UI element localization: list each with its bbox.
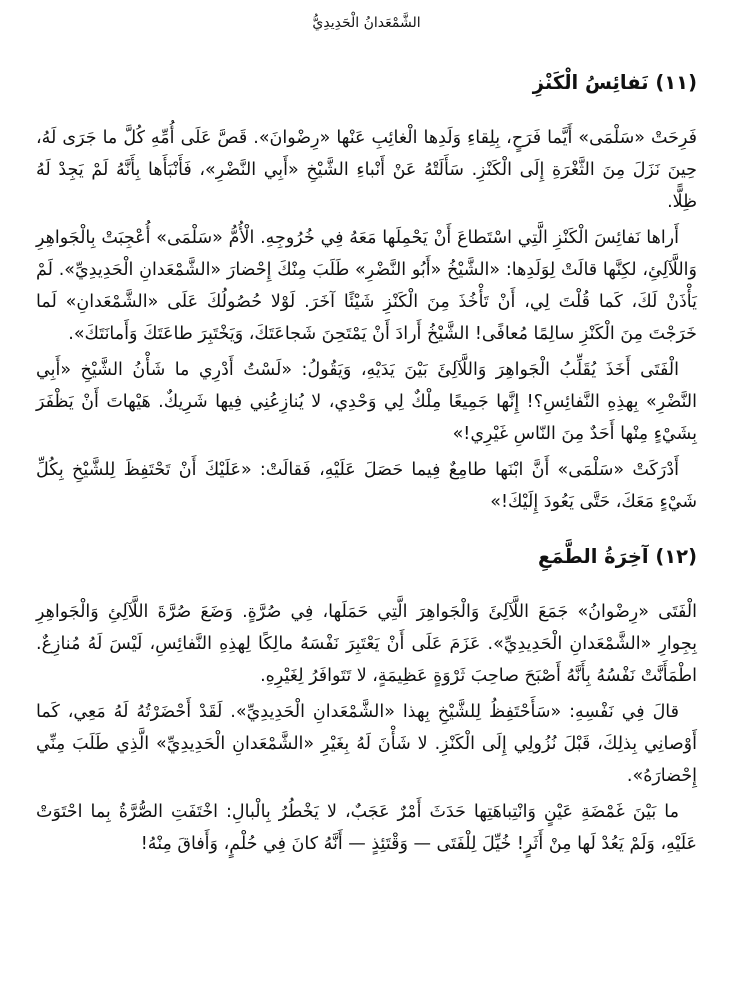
section-title-12: (١٢) آخِرَةُ الطَّمَعِ [538,545,697,568]
paragraph: أَراها نَفائِسَ الْكَنْزِ الَّتِي اسْتَطاعَ أَنْ يَحْمِلَها مَعَهُ فِي خُرُوجِهِ. الْأُمُّ «سَلْمَى» أُعْجِبَتْ بِالْجَواهِرِ وَاللَّآلِئِ، لكِنَّها قالَتْ لِوَلَدِها: «الشَّيْخُ «أَبُو النَّضْرِ» طَلَبَ مِنْكَ إِحْضارَ «الشَّمْعَدانِ الْحَدِيدِيِّ». لَمْ يَأْذَنْ لَكَ، كَما قُلْتَ لِي، أَنْ تَأْخُذَ مِنَ الْكَنْزِ شَيْئًا آخَرَ. لَوْلا حُصُولُكَ عَلَى «الشَّمْعَدانِ» لَما خَرَجْتَ مِنَ الْكَنْزِ سالِمًا مُعافًى! الشَّيْخُ أَرادَ أَنْ يَمْتَحِنَ شَجاعَتَكَ، وَيَخْتَبِرَ طاعَتَكَ وَأَمانَتَكَ». [36,228,697,344]
running-header: الشَّمْعَدانُ الْحَدِيدِيُّ [312,15,421,31]
paragraph: أَدْرَكَتْ «سَلْمَى» أَنَّ ابْنَها طامِعٌ فِيما حَصَلَ عَلَيْهِ، فَقالَتْ: «عَلَيْكَ أَنْ تَحْتَفِظَ لِلشَّيْخِ بِكُلِّ شَيْءٍ مَعَكَ، حَتَّى يَعُودَ إِلَيْكَ!» [36,460,697,512]
paragraph: الْفَتَى «رِضْوانُ» جَمَعَ اللَّآلِئَ وَالْجَواهِرَ الَّتِي حَمَلَها، فِي صُرَّةٍ. وَضَعَ صُرَّةَ اللَّآلِئِ وَالْجَواهِرِ بِجِوارِ «الشَّمْعَدانِ الْحَدِيدِيِّ». عَزَمَ عَلَى أَنْ يَعْتَبِرَ نَفْسَهُ مالِكًا لِهذِهِ النَّفائِسِ، لَيْسَ لَهُ مُنازِعٌ. اطْمَأَنَّتْ نَفْسُهُ بِأَنَّهُ أَصْبَحَ صاحِبَ ثَرْوَةٍ عَظِيمَةٍ، لا تَتَوافَرُ لِغَيْرِهِ. [36,602,697,686]
paragraph: فَرِحَتْ «سَلْمَى» أَيَّما فَرَحٍ، بِلِقاءِ وَلَدِها الْغائِبِ عَنْها «رِضْوانَ». قَصَّ عَلَى أُمِّهِ كُلَّ ما جَرَى لَهُ، حِينَ نَزَلَ مِنَ الثَّغْرَةِ إِلَى الْكَنْزِ. سَأَلَتْهُ عَنْ أَنْباءِ الشَّيْخِ «أَبِي النَّضْرِ»، فَأَنْبَأَها بِأَنَّهُ لَمْ يَجِدْ لَهُ ظِلًّا. [36,128,697,212]
paragraph: قالَ فِي نَفْسِهِ: «سَأَحْتَفِظُ لِلشَّيْخِ بِهذا «الشَّمْعَدانِ الْحَدِيدِيِّ». لَقَدْ أَحْضَرْتُهُ لَهُ مَعِي، كَما أَوْصانِي بِذلِكَ، قَبْلَ نُزُولِي إِلَى الْكَنْزِ. لا شَأْنَ لَهُ بِغَيْرِ «الشَّمْعَدانِ الْحَدِيدِيِّ» الَّذِي طَلَبَ مِنِّي إِحْضارَهُ». [36,702,697,786]
paragraph: الْفَتَى أَخَذَ يُقَلِّبُ الْجَواهِرَ وَاللَّآلِئَ بَيْنَ يَدَيْهِ، وَيَقُولُ: «لَسْتُ أَدْرِي ما شَأْنُ الشَّيْخِ «أَبِي النَّضْرِ» بِهذِهِ النَّفائِسِ؟! إِنَّها جَمِيعًا مِلْكٌ لِي وَحْدِي، لا يُنازِعُنِي فِيها شَرِيكٌ. هَيْهاتَ أَنْ يَظْفَرَ بِشَيْءٍ مِنْها أَحَدٌ مِنَ النّاسِ غَيْرِي!» [36,360,697,444]
section-title-11: (١١) نَفائِسُ الْكَنْزِ [532,71,697,94]
paragraph: ما بَيْنَ غَمْضَةِ عَيْنٍ وَانْتِباهَتِها حَدَثَ أَمْرٌ عَجَبٌ، لا يَخْطُرُ بِالْبالِ: اخْتَفَتِ الصُّرَّةُ بِما احْتَوَتْ عَلَيْهِ، وَلَمْ يَعُدْ لَها مِنْ أَثَرٍ! خُيِّلَ لِلْفَتَى — وَقْتَئِذٍ — أَنَّهُ كانَ فِي حُلْمٍ، وَأَفاقَ مِنْهُ! [36,802,697,854]
